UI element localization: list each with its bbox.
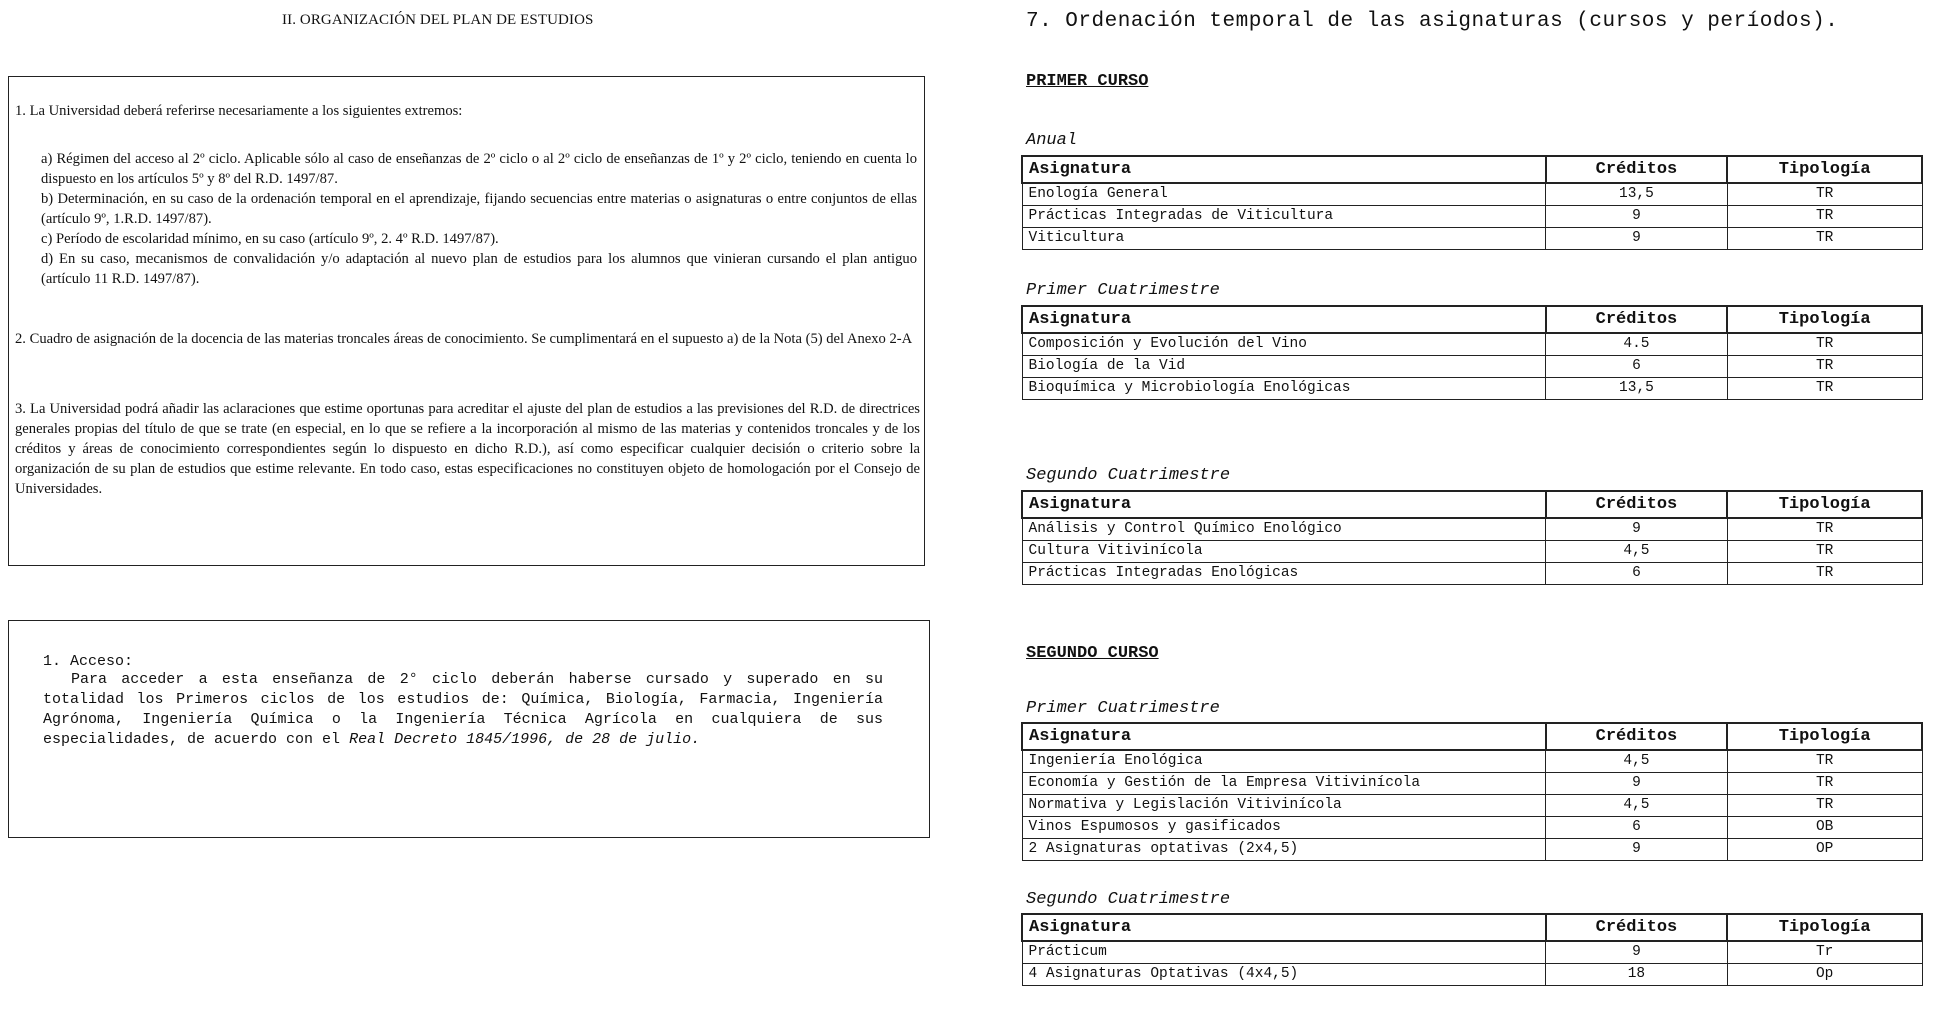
section-title: II. ORGANIZACIÓN DEL PLAN DE ESTUDIOS xyxy=(282,12,594,28)
c2-primer-cuatrimestre-label: Primer Cuatrimestre xyxy=(1026,699,1220,718)
table-header-row xyxy=(1022,491,1922,518)
subject-name: Ingeniería Enológica xyxy=(1022,750,1546,772)
header-creditos: Créditos xyxy=(1546,914,1728,941)
subject-name: Economía y Gestión de la Empresa Vitivinícola xyxy=(1022,772,1546,794)
subject-type: TR xyxy=(1727,377,1922,399)
subject-name: Bioquímica y Microbiología Enológicas xyxy=(1022,377,1546,399)
subject-type: TR xyxy=(1727,772,1922,794)
header-asignatura: Asignatura xyxy=(1022,306,1546,333)
subject-credits: 6 xyxy=(1546,355,1728,377)
subject-name: 4 Asignaturas Optativas (4x4,5) xyxy=(1022,963,1546,985)
subject-credits: 9 xyxy=(1546,941,1728,963)
subject-type: TR xyxy=(1727,205,1922,227)
table-header-row xyxy=(1022,156,1922,183)
subject-credits: 13,5 xyxy=(1546,183,1728,205)
instruction-1b: b) Determinación, en su caso de la ordenación temporal en el aprendizaje, fijando secuencias entre materias o asignaturas o entre conjuntos de ellas (artículo 9º, 1.R.D. 1497/87). xyxy=(41,191,917,227)
table-c1-segundo xyxy=(1021,490,1923,585)
subject-credits: 18 xyxy=(1546,963,1728,985)
table-row xyxy=(1022,838,1922,860)
table-row xyxy=(1022,963,1922,985)
c2-segundo-cuatrimestre-label: Segundo Cuatrimestre xyxy=(1026,890,1231,909)
subject-credits: 9 xyxy=(1546,772,1728,794)
segundo-curso-title: SEGUNDO CURSO xyxy=(1026,644,1159,663)
header-asignatura: Asignatura xyxy=(1022,491,1546,518)
subject-type: TR xyxy=(1727,333,1922,355)
header-tipologia: Tipología xyxy=(1727,723,1922,750)
header-creditos: Créditos xyxy=(1546,156,1728,183)
subject-type: TR xyxy=(1727,750,1922,772)
subject-credits: 4,5 xyxy=(1546,540,1728,562)
ordenacion-title: 7. Ordenación temporal de las asignaturas (cursos y períodos). xyxy=(1026,10,1839,33)
instruction-2: 2. Cuadro de asignación de la docencia de las materias troncales áreas de conocimiento. Se cumplimentará en el supuesto a) de la Nota (5) del Anexo 2-A xyxy=(15,331,913,347)
subject-credits: 4,5 xyxy=(1546,750,1728,772)
table-row xyxy=(1022,518,1922,540)
instruction-1: 1. La Universidad deberá referirse necesariamente a los siguientes extremos: xyxy=(15,103,463,119)
header-tipologia: Tipología xyxy=(1727,306,1922,333)
subject-credits: 9 xyxy=(1546,518,1728,540)
subject-type: TR xyxy=(1727,794,1922,816)
instruction-1a: a) Régimen del acceso al 2º ciclo. Aplicable sólo al caso de enseñanzas de 2º ciclo o al 2º ciclo de enseñanzas de 1º y 2º ciclo, teniendo en cuenta lo dispuesto en los artículos 5º y 8º del R.D. 1497/87. xyxy=(41,151,917,187)
instruction-1c: c) Período de escolaridad mínimo, en su caso (artículo 9º, 2. 4º R.D. 1497/87). xyxy=(41,231,499,247)
acceso-decree: Real Decreto 1845/1996, de 28 de julio. xyxy=(349,731,701,748)
subject-credits: 9 xyxy=(1546,205,1728,227)
header-creditos: Créditos xyxy=(1546,723,1728,750)
table-row xyxy=(1022,183,1922,205)
table-header-row xyxy=(1022,914,1922,941)
subject-credits: 4.5 xyxy=(1546,333,1728,355)
table-row xyxy=(1022,377,1922,399)
subject-name: Prácticum xyxy=(1022,941,1546,963)
subject-type: TR xyxy=(1727,183,1922,205)
table-anual xyxy=(1021,155,1923,250)
subject-type: Tr xyxy=(1727,941,1922,963)
subject-name: Composición y Evolución del Vino xyxy=(1022,333,1546,355)
acceso-body xyxy=(43,670,883,750)
instruction-3: 3. La Universidad podrá añadir las aclaraciones que estime oportunas para acreditar el ajuste del plan de estudios a las previsiones del R.D. de directrices generales propias del título de que se trate (en especial, en lo que se refiere a la incorporación al mismo de las materias y contenidos troncales y de los créditos y áreas de conocimiento correspondientes según lo dispuesto en dicho R.D.), así como especificar cualquier decisión o criterio sobre la organización de su plan de estudios que estime relevante. En todo caso, estas especificaciones no constituyen objeto de homologación por el Consejo de Universidades. xyxy=(15,401,920,497)
anual-label: Anual xyxy=(1026,131,1078,150)
header-creditos: Créditos xyxy=(1546,306,1728,333)
table-row xyxy=(1022,816,1922,838)
header-asignatura: Asignatura xyxy=(1022,156,1546,183)
acceso-text: Para acceder a esta enseñanza de 2° ciclo deberán haberse cursado y superado en su totalidad los Primeros ciclos de los estudios de: Química, Biología, Farmacia, Ingeniería Agrónoma, Ingeniería Química o la Ingeniería Técnica Agrícola en cualquiera de sus especialidades, de acuerdo con el xyxy=(43,671,883,748)
primer-curso-title: PRIMER CURSO xyxy=(1026,72,1149,91)
table-row xyxy=(1022,205,1922,227)
subject-name: Biología de la Vid xyxy=(1022,355,1546,377)
subject-type: TR xyxy=(1727,540,1922,562)
table-row xyxy=(1022,772,1922,794)
subject-name: Prácticas Integradas de Viticultura xyxy=(1022,205,1546,227)
table-row xyxy=(1022,227,1922,249)
table-c2-segundo xyxy=(1021,913,1923,986)
table-row xyxy=(1022,540,1922,562)
table-row xyxy=(1022,355,1922,377)
subject-name: Análisis y Control Químico Enológico xyxy=(1022,518,1546,540)
subject-name: Normativa y Legislación Vitivinícola xyxy=(1022,794,1546,816)
header-tipologia: Tipología xyxy=(1727,914,1922,941)
acceso-title: 1. Acceso: xyxy=(43,653,134,670)
primer-cuatrimestre-label: Primer Cuatrimestre xyxy=(1026,281,1220,300)
subject-type: TR xyxy=(1727,518,1922,540)
table-c1-primer xyxy=(1021,305,1923,400)
subject-credits: 9 xyxy=(1546,227,1728,249)
subject-credits: 6 xyxy=(1546,562,1728,584)
subject-name: Vinos Espumosos y gasificados xyxy=(1022,816,1546,838)
subject-type: TR xyxy=(1727,562,1922,584)
subject-credits: 13,5 xyxy=(1546,377,1728,399)
subject-type: TR xyxy=(1727,227,1922,249)
table-header-row xyxy=(1022,723,1922,750)
subject-credits: 4,5 xyxy=(1546,794,1728,816)
subject-name: Prácticas Integradas Enológicas xyxy=(1022,562,1546,584)
subject-type: OB xyxy=(1727,816,1922,838)
instructions-box xyxy=(8,76,925,566)
subject-type: OP xyxy=(1727,838,1922,860)
table-c2-primer xyxy=(1021,722,1923,861)
header-tipologia: Tipología xyxy=(1727,156,1922,183)
subject-type: TR xyxy=(1727,355,1922,377)
subject-credits: 6 xyxy=(1546,816,1728,838)
acceso-box xyxy=(8,620,930,838)
table-row xyxy=(1022,333,1922,355)
table-header-row xyxy=(1022,306,1922,333)
subject-credits: 9 xyxy=(1546,838,1728,860)
table-row xyxy=(1022,562,1922,584)
table-row xyxy=(1022,750,1922,772)
table-row xyxy=(1022,794,1922,816)
subject-name: Enología General xyxy=(1022,183,1546,205)
table-row xyxy=(1022,941,1922,963)
header-tipologia: Tipología xyxy=(1727,491,1922,518)
header-asignatura: Asignatura xyxy=(1022,914,1546,941)
subject-name: Viticultura xyxy=(1022,227,1546,249)
header-asignatura: Asignatura xyxy=(1022,723,1546,750)
instruction-1d: d) En su caso, mecanismos de convalidación y/o adaptación al nuevo plan de estudios para los alumnos que vinieran cursando el plan antiguo (artículo 11 R.D. 1497/87). xyxy=(41,251,917,287)
subject-type: Op xyxy=(1727,963,1922,985)
subject-name: 2 Asignaturas optativas (2x4,5) xyxy=(1022,838,1546,860)
header-creditos: Créditos xyxy=(1546,491,1728,518)
subject-name: Cultura Vitivinícola xyxy=(1022,540,1546,562)
segundo-cuatrimestre-label: Segundo Cuatrimestre xyxy=(1026,466,1231,485)
